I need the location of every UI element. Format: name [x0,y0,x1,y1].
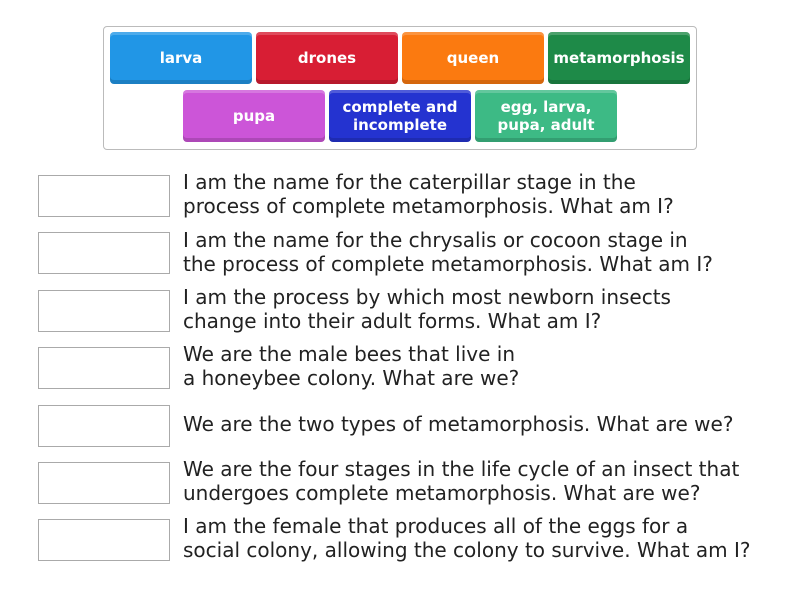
drop-zone[interactable] [38,347,170,389]
answer-tile[interactable]: pupa [183,90,325,142]
drop-zone[interactable] [38,175,170,217]
answer-tile[interactable]: complete and incomplete [329,90,471,142]
answer-tile[interactable]: drones [256,32,398,84]
drop-zone[interactable] [38,232,170,274]
question-text: We are the male bees that live in a honeybee colony. What are we? [183,342,520,390]
question-text: I am the process by which most newborn insects change into their adult forms. What am I? [183,285,671,333]
question-text: I am the name for the caterpillar stage in the process of complete metamorphosis. What am I? [183,170,674,218]
answer-tile[interactable]: larva [110,32,252,84]
question-text: I am the female that produces all of the eggs for a social colony, allowing the colony to survive. What am I? [183,514,751,562]
answer-tile[interactable]: egg, larva, pupa, adult [475,90,617,142]
answer-tile[interactable]: queen [402,32,544,84]
drop-zone[interactable] [38,462,170,504]
question-text: We are the two types of metamorphosis. What are we? [183,412,734,436]
drop-zone[interactable] [38,405,170,447]
drop-zone[interactable] [38,290,170,332]
drop-zone[interactable] [38,519,170,561]
question-text: I am the name for the chrysalis or cocoon stage in the process of complete metamorphosis. What am I? [183,228,713,276]
question-text: We are the four stages in the life cycle of an insect that undergoes complete metamorphosis. What are we? [183,457,740,505]
answer-tile[interactable]: metamorphosis [548,32,690,84]
